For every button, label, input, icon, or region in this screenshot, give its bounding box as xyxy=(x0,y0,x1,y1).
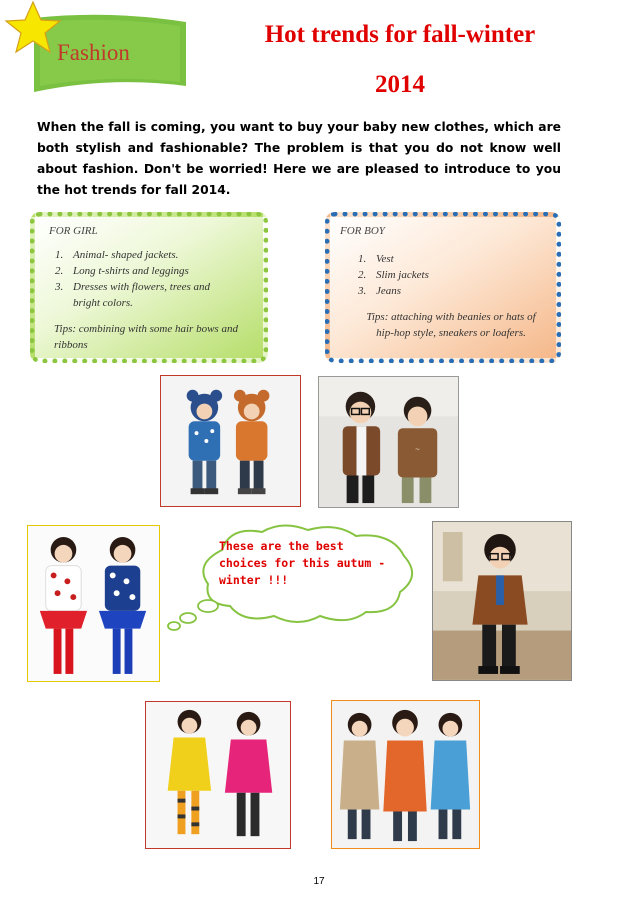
photo-polka-dot-girls xyxy=(27,525,160,682)
photo-vest-boys xyxy=(318,376,459,508)
list-item: 1. Animal- shaped jackets. xyxy=(55,249,179,261)
list-item: 3. Dresses with flowers, trees and bright colors. xyxy=(55,281,210,309)
page-title xyxy=(200,10,600,110)
photo-animal-jackets xyxy=(160,375,301,507)
list-item: 1. Vest xyxy=(358,253,394,265)
title-line-1: Hot trends for fall-winter xyxy=(264,21,536,48)
girl-tip: Tips: combining with some hair bows and ribbons xyxy=(54,323,238,351)
list-item: 2. Long t-shirts and leggings xyxy=(55,265,189,277)
list-item: 3. Jeans xyxy=(358,285,402,297)
girl-box-heading: FOR GIRL xyxy=(49,225,98,237)
callout-text: These are the best choices for this autum -winter !!! xyxy=(219,539,386,587)
intro-paragraph: When the fall is coming, you want to buy your baby new clothes, which are both stylish and fashionable? The problem is that you do not know well about fashion. Don't be worried! Here we are pleased to introduce to you the hot trends for fall 2014. xyxy=(37,120,561,197)
photo-trench-boys xyxy=(331,700,480,849)
girl-tips-box xyxy=(30,212,268,363)
title-line-2: 2014 xyxy=(375,71,425,98)
photo-long-tshirt-girls xyxy=(145,701,291,849)
girl-items-list xyxy=(55,247,225,311)
photo-slim-jacket-boy xyxy=(432,521,572,681)
boy-box-heading: FOR BOY xyxy=(340,225,385,237)
list-item: 2. Slim jackets xyxy=(358,269,429,281)
boy-items-list xyxy=(358,251,508,299)
boy-tip: Tips: attaching with beanies or hats of hip-hop style, sneakers or loafers. xyxy=(366,311,536,339)
page-number: 17 xyxy=(313,876,325,887)
svg-text:~: ~ xyxy=(415,444,420,454)
section-label: Fashion xyxy=(57,40,130,65)
boy-tips-box xyxy=(325,212,561,363)
